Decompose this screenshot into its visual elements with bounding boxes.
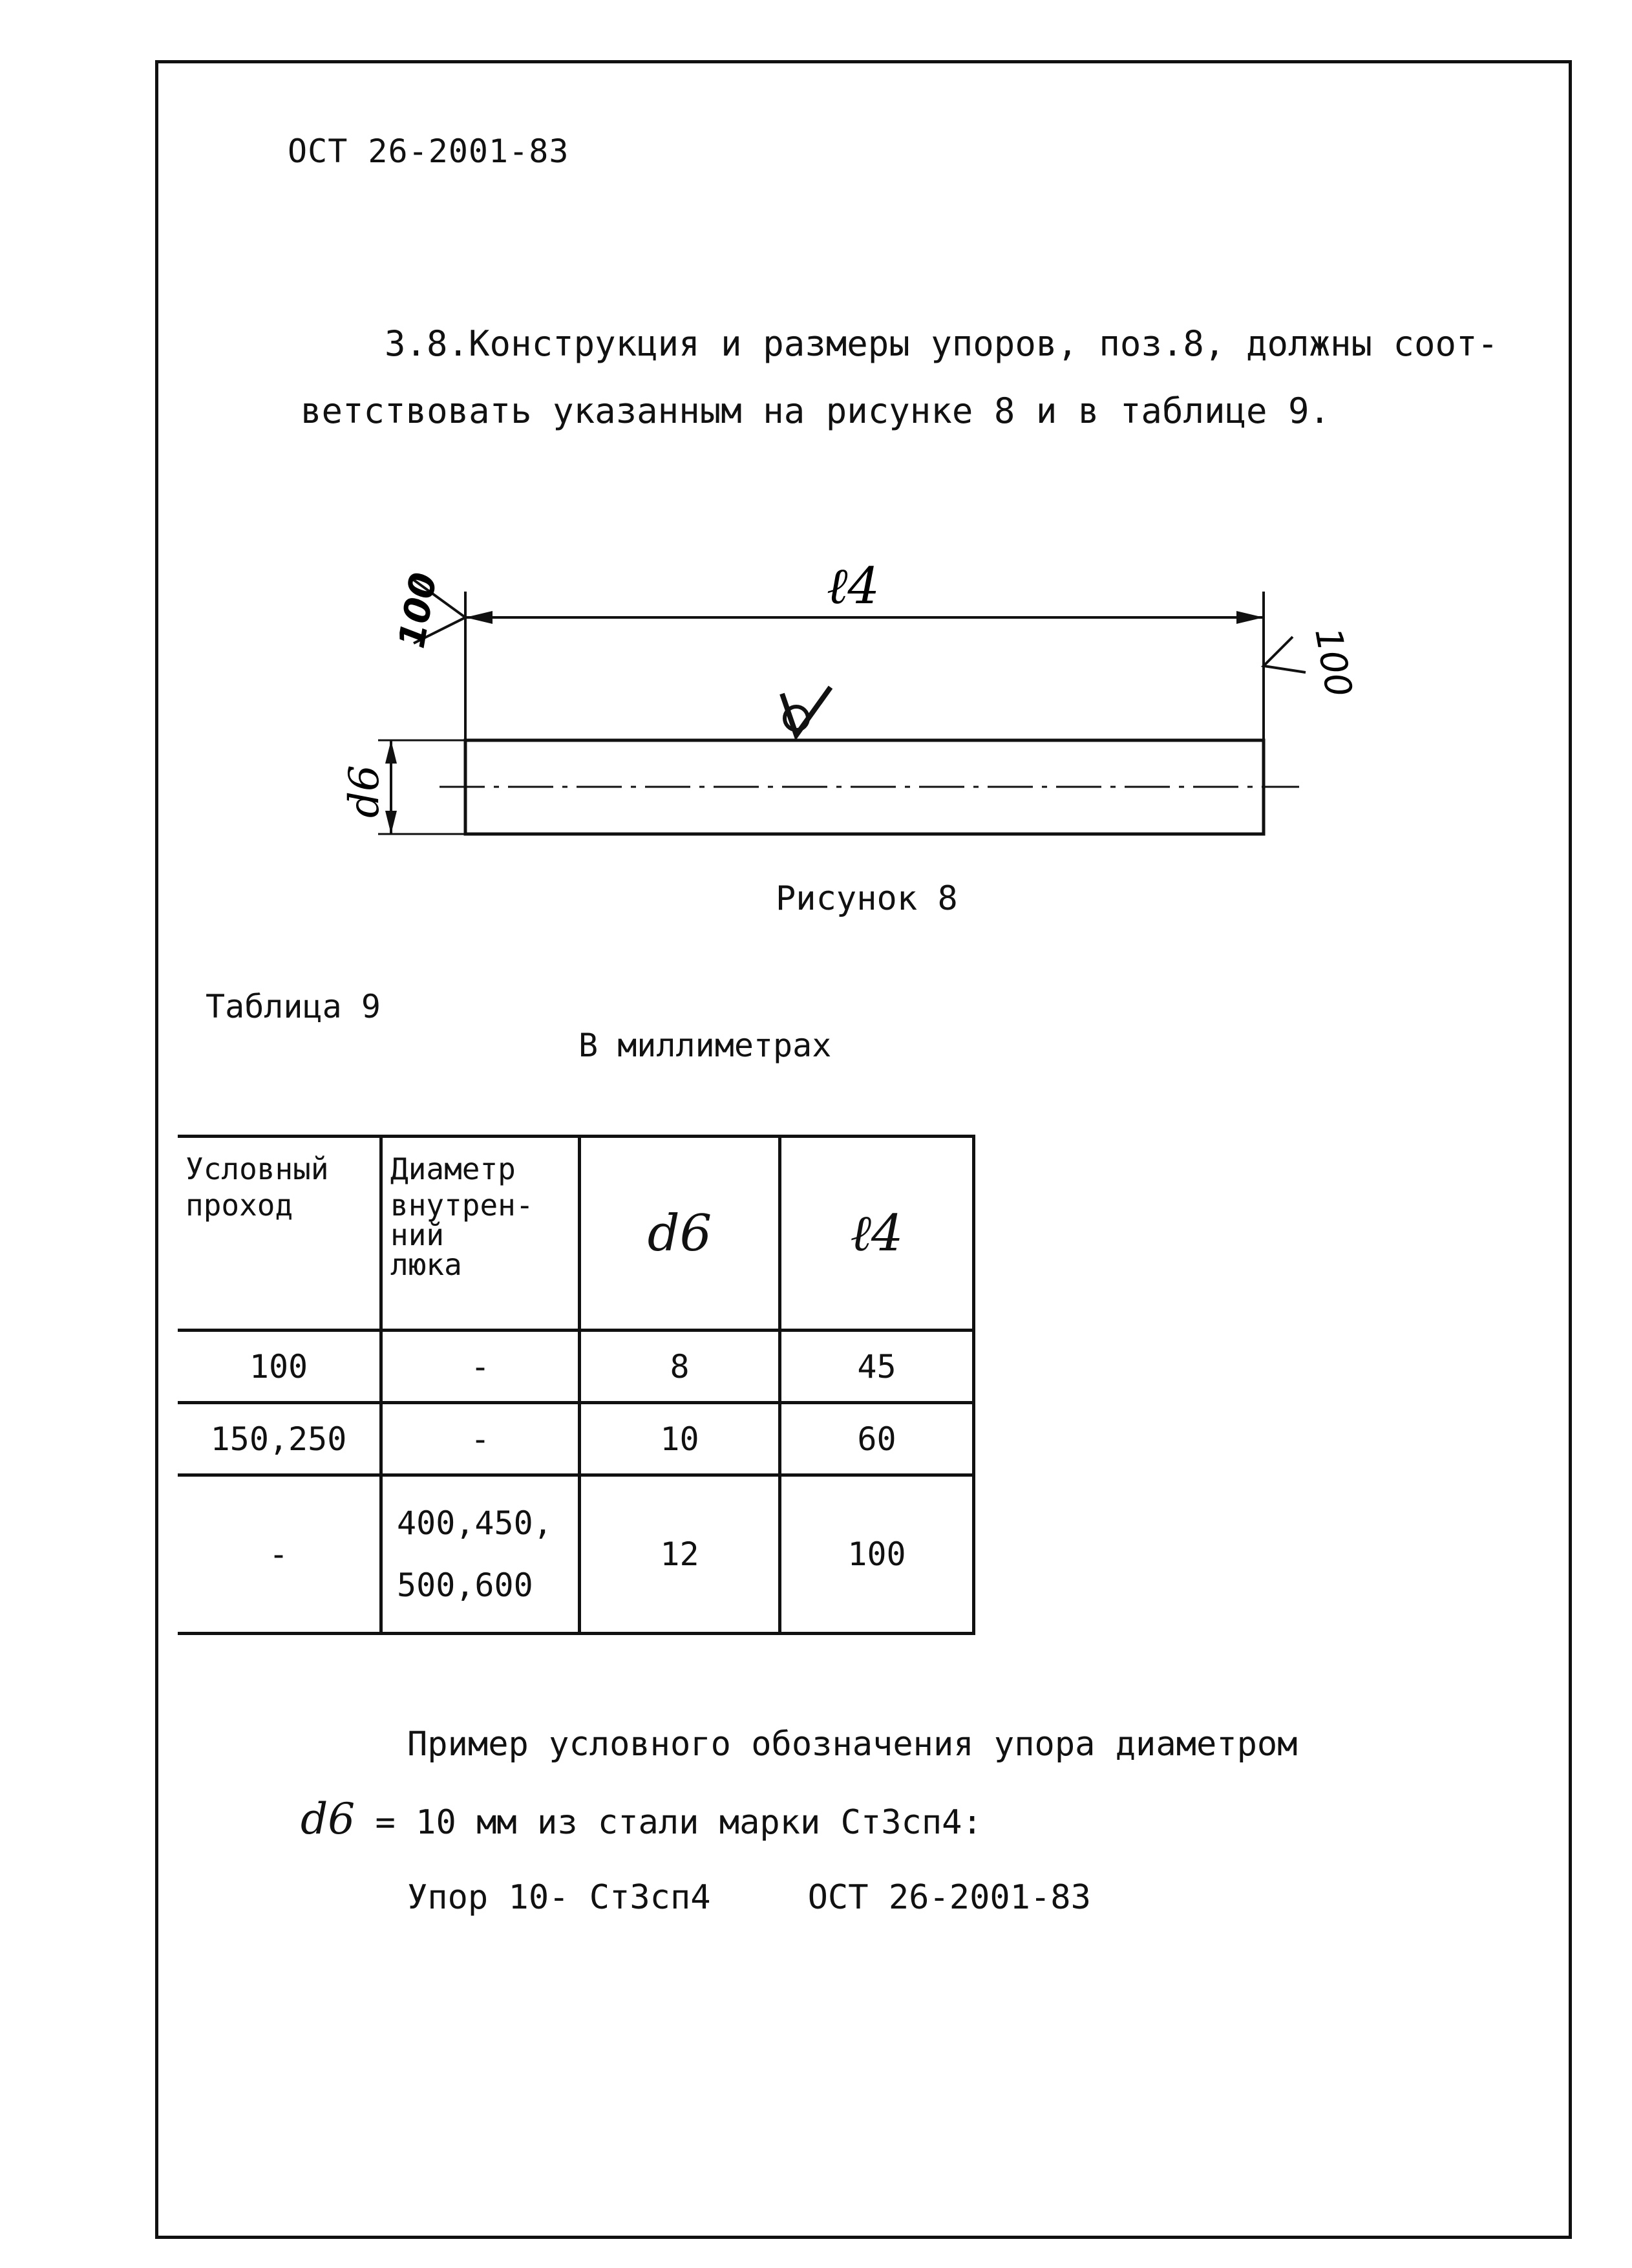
cell-l4: 60: [780, 1403, 974, 1475]
example-standard: ОСТ 26-2001-83: [807, 1878, 1091, 1917]
section-paragraph: [301, 310, 1499, 445]
example-line-3: [301, 1860, 1298, 1935]
table-row: [178, 1403, 974, 1475]
figure-caption: Рисунок 8: [776, 879, 958, 918]
cell-dn: -: [178, 1475, 381, 1634]
paragraph-line-2: ветствовать указанным на рисунке 8 и в таблице 9.: [301, 390, 1331, 431]
figure-8-drawing: [310, 553, 1360, 863]
table-row: [178, 1475, 974, 1634]
example-line-2-text: = 10 мм из стали марки Ст3сп4:: [355, 1803, 982, 1842]
document-code: ОСТ 26-2001-83: [288, 133, 569, 170]
header-nominal-bore: [178, 1137, 381, 1331]
example-symbol: d6: [301, 1794, 355, 1844]
table-label: Таблица 9: [206, 988, 381, 1025]
diameter-label: d6: [341, 765, 388, 818]
cell-d6: 12: [580, 1475, 780, 1634]
header-nominal-bore-line-2: проход: [185, 1188, 293, 1223]
length-arrow-left: [465, 611, 493, 624]
roughness-right-value: 100: [1306, 625, 1360, 700]
designation-example: [301, 1707, 1298, 1935]
header-hatch-diameter-line-4: люка: [390, 1247, 462, 1282]
table-units: В миллиметрах: [578, 1027, 832, 1064]
diameter-arrow-top: [385, 740, 397, 764]
example-line-2: [301, 1782, 1298, 1860]
header-hatch-diameter: [381, 1137, 580, 1331]
header-l4: ℓ4: [780, 1137, 974, 1331]
length-label: ℓ4: [826, 557, 880, 615]
header-d6: d6: [580, 1137, 780, 1331]
cell-hatch: [381, 1475, 580, 1634]
dimensions-table: [178, 1135, 975, 1635]
cell-dn: 150,250: [178, 1403, 381, 1475]
cell-hatch-line-1: 400,450,: [397, 1504, 553, 1542]
roughness-mark-right: [1264, 637, 1306, 672]
cell-hatch: -: [381, 1331, 580, 1403]
header-hatch-diameter-line-1: Диаметр: [390, 1151, 516, 1186]
cell-hatch: -: [381, 1403, 580, 1475]
cell-l4: 45: [780, 1331, 974, 1403]
table-row: [178, 1331, 974, 1403]
paragraph-line-1: 3.8.Конструкция и размеры упоров, поз.8, должны соот-: [385, 323, 1499, 364]
table-header-row: [178, 1137, 974, 1331]
length-arrow-right: [1236, 611, 1264, 624]
cell-d6: 10: [580, 1403, 780, 1475]
cell-dn: 100: [178, 1331, 381, 1403]
cell-hatch-line-2: 500,600: [397, 1567, 533, 1604]
cell-l4: 100: [780, 1475, 974, 1634]
example-line-1: Пример условного обозначения упора диаметром: [407, 1725, 1298, 1764]
example-designation: Упор 10- Ст3сп4: [407, 1878, 711, 1917]
cell-d6: 8: [580, 1331, 780, 1403]
roughness-left-value: 100: [390, 570, 446, 652]
header-hatch-diameter-line-3: ний: [390, 1217, 445, 1252]
header-hatch-diameter-line-2: внутрен-: [390, 1188, 534, 1223]
header-nominal-bore-line-1: Условный: [185, 1151, 329, 1186]
